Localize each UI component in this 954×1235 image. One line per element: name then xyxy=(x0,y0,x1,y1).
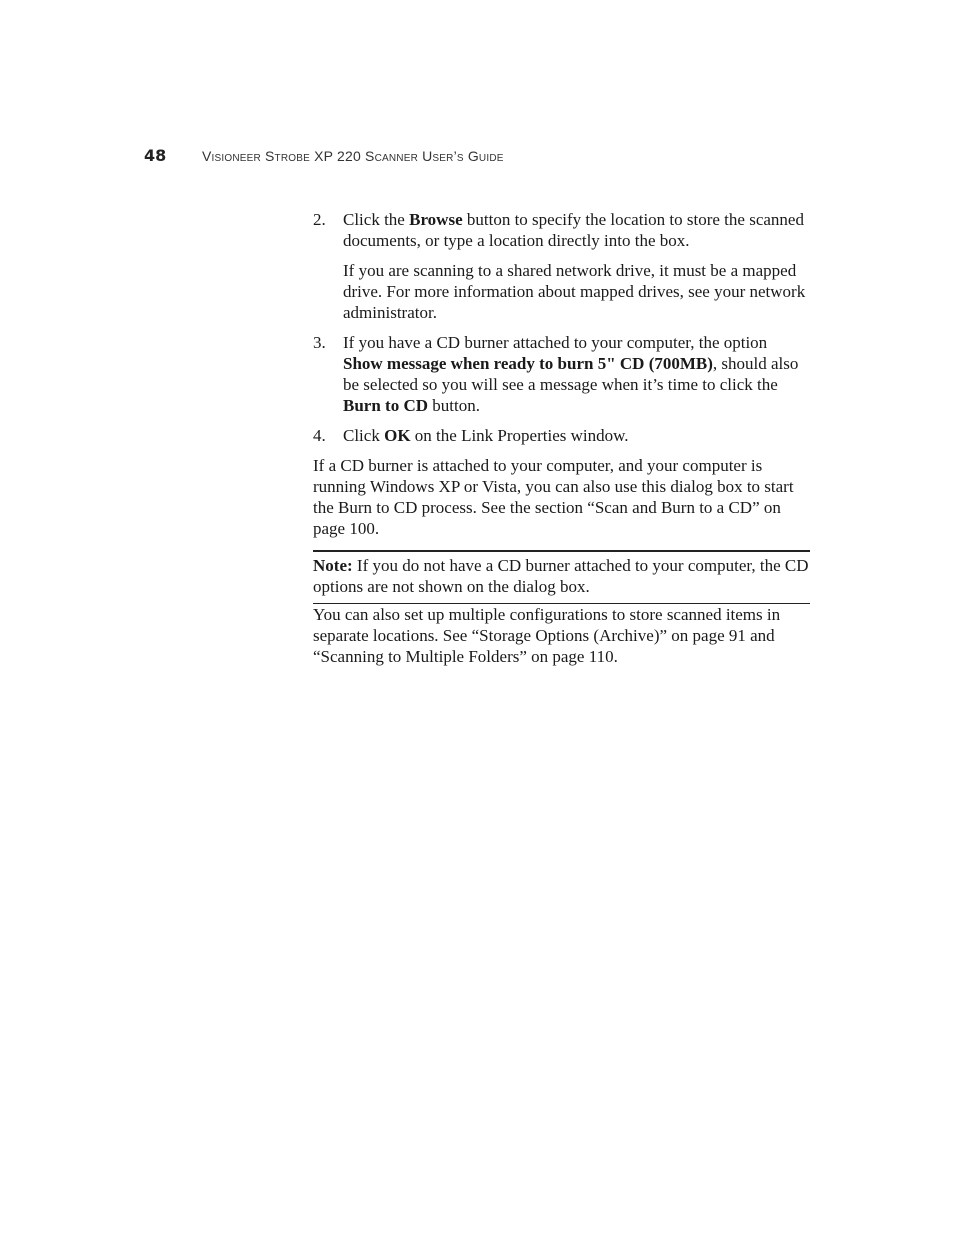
step-text: If you have a CD burner attached to your computer, the option Show message when ready to burn 5" CD (700MB), should also be selected so you will see a message when it’s time to click the Burn to CD button. xyxy=(343,333,799,415)
burn-to-cd-term: Burn to CD xyxy=(343,396,429,415)
list-item-step-3 xyxy=(313,332,810,416)
page-header xyxy=(144,146,504,165)
ok-term: OK xyxy=(384,426,411,445)
show-message-option-term: Show message when ready to burn 5" CD (700MB) xyxy=(343,354,713,373)
note-text: Note: If you do not have a CD burner attached to your computer, the CD options are not shown on the dialog box. xyxy=(313,556,809,596)
body-paragraph-multiple-configurations: You can also set up multiple configurations to store scanned items in separate locations. See “Storage Options (Archive)” on page 91 and “Scanning to Multiple Folders” on page 110. xyxy=(313,605,781,666)
body-paragraph-burn-process: If a CD burner is attached to your computer, and your computer is running Windows XP or Vista, you can also use this dialog box to start the Burn to CD process. See the section “Scan and Burn to a CD” on page 100. xyxy=(313,456,794,538)
note-box xyxy=(313,550,810,604)
main-content xyxy=(313,209,810,667)
note-label: Note: xyxy=(313,556,353,575)
running-title: Visioneer Strobe XP 220 Scanner User’s Guide xyxy=(202,148,504,164)
browse-term: Browse xyxy=(409,210,463,229)
step-text: Click OK on the Link Properties window. xyxy=(343,426,629,445)
list-item-step-2 xyxy=(313,209,810,323)
list-item-step-4 xyxy=(313,425,810,446)
step-subparagraph: If you are scanning to a shared network drive, it must be a mapped drive. For more information about mapped drives, see your network administrator. xyxy=(343,261,806,322)
step-number: 2. xyxy=(313,210,326,229)
step-number: 4. xyxy=(313,426,326,445)
step-text: Click the Browse button to specify the location to store the scanned documents, or type a location directly into the box. xyxy=(343,210,804,250)
page-number: 48 xyxy=(144,146,167,165)
step-number: 3. xyxy=(313,333,326,352)
